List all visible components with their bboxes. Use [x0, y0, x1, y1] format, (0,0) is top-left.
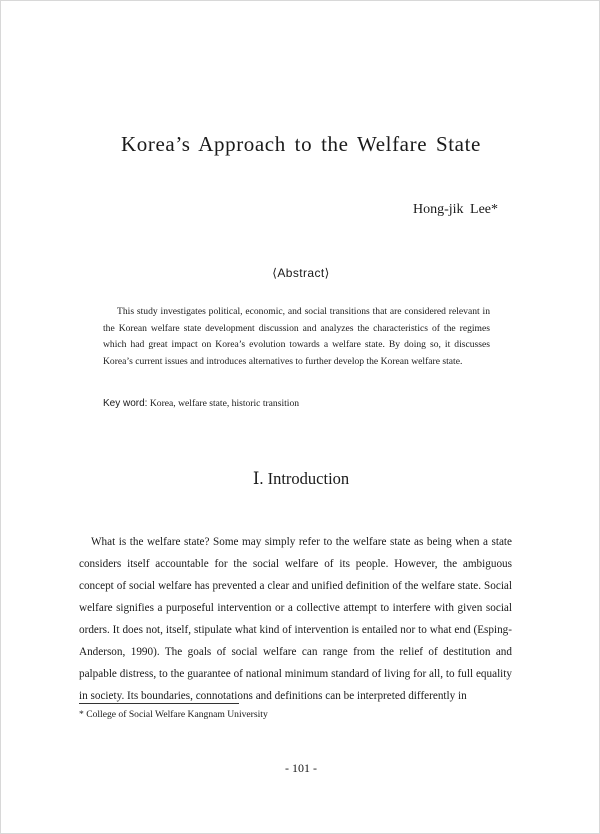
abstract-heading: ⟨Abstract⟩	[272, 266, 330, 280]
author-name: Hong-jik Lee*	[412, 202, 498, 217]
footnote-divider	[79, 703, 239, 704]
abstract-body: This study investigates political, economic, and social transitions that are considered relevant in the Korean welfare state development discussion and analyzes the characteristics of the regimes which had great impact on Korea’s evolution towards a welfare state. By doing so, it discusses Korea’s current issues and introduces alternatives to further develop the Korean welfare state.	[103, 306, 490, 367]
keywords-line	[103, 398, 299, 409]
introduction-paragraph: What is the welfare state? Some may simply refer to the welfare state as being when a state considers itself accountable for the social welfare of its people. However, the ambiguous concept of social welfare has prevented a clear and unified definition of the welfare state. Social welfare signifies a purposeful intervention or a collective attempt to interfere with given social orders. It does not, itself, stipulate what kind of intervention is entailed nor to what end (Esping-Anderson, 1990). The goals of social welfare can range from the relief of destitution and palpable distress, to the guarantee of national minimum standard of living for all, to full equality in society. Its boundaries, connotations and definitions can be interpreted differently in	[79, 536, 512, 702]
page-number: - 101 -	[285, 761, 317, 775]
section-heading-introduction: Ⅰ. Introduction	[252, 469, 350, 488]
paper-title: Korea’s Approach to the Welfare State	[121, 132, 481, 156]
author-affiliation-footnote: * College of Social Welfare Kangnam University	[79, 709, 268, 720]
keywords-label: Key word:	[103, 398, 148, 409]
keywords-values: Korea, welfare state, historic transition	[149, 398, 300, 409]
